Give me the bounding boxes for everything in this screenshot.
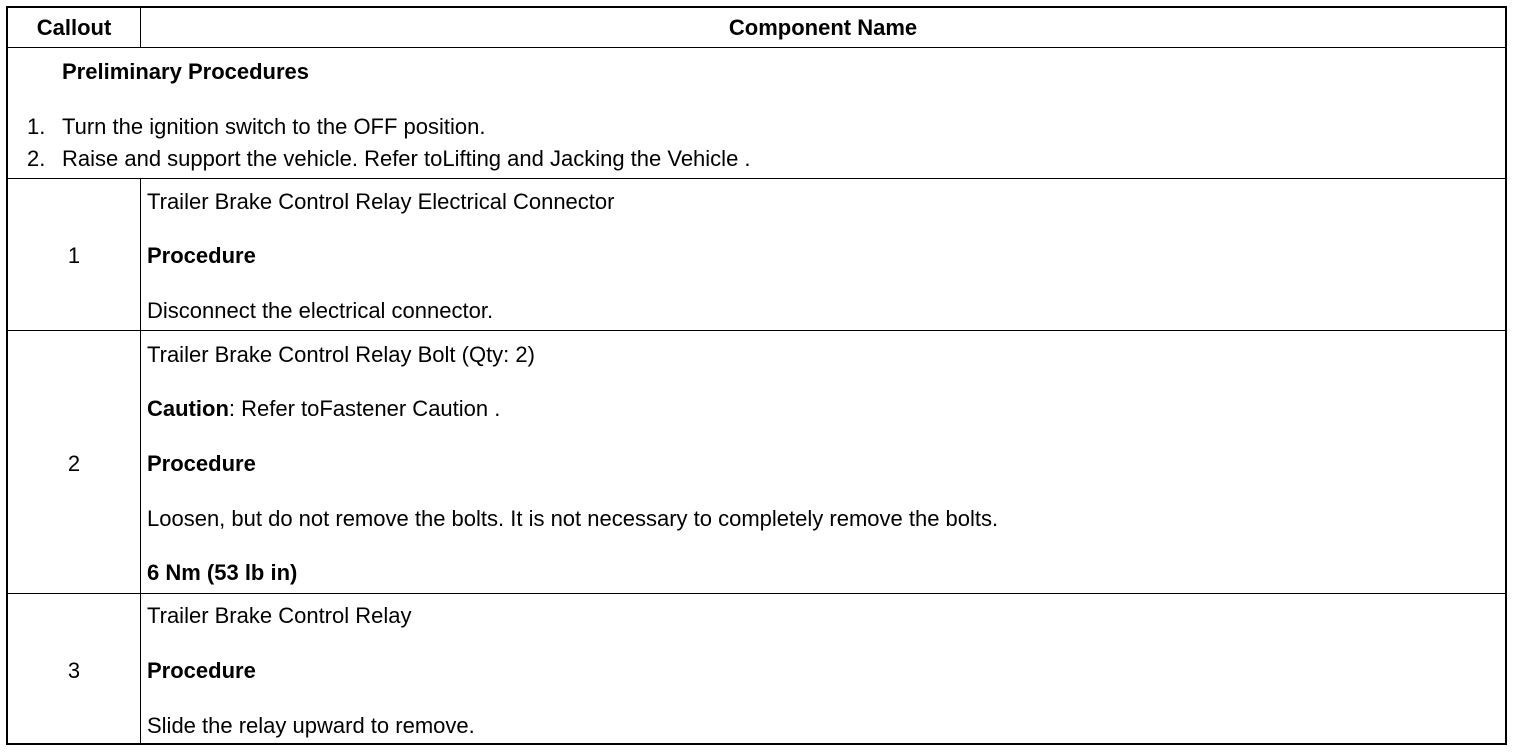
component-name: Trailer Brake Control Relay Electrical Connector xyxy=(147,189,615,214)
column-divider xyxy=(140,178,141,743)
procedure-text: Disconnect the electrical connector. xyxy=(147,298,494,323)
procedure-label: Procedure xyxy=(147,451,256,476)
caution-label: Caution xyxy=(147,396,229,421)
torque-spec: 6 Nm (53 lb in) xyxy=(147,560,298,585)
component-table xyxy=(6,6,1507,745)
header-divider xyxy=(8,47,1505,48)
row-callout: 3 xyxy=(67,658,81,683)
row-callout: 1 xyxy=(67,243,81,268)
preliminary-title: Preliminary Procedures xyxy=(62,59,310,84)
caution-text: : Refer toFastener Caution . xyxy=(228,396,501,421)
header-callout: Callout xyxy=(36,15,112,40)
procedure-text: Slide the relay upward to remove. xyxy=(147,713,475,738)
procedure-text: Loosen, but do not remove the bolts. It is not necessary to completely remove the bolts. xyxy=(147,506,999,531)
header-component-name: Component Name xyxy=(728,15,918,40)
caution-line xyxy=(147,396,500,422)
component-name: Trailer Brake Control Relay Bolt (Qty: 2) xyxy=(147,342,535,367)
step-number: 2. xyxy=(27,146,46,171)
step-number: 1. xyxy=(27,114,46,139)
procedure-label: Procedure xyxy=(147,243,256,268)
procedure-label: Procedure xyxy=(147,658,256,683)
component-name: Trailer Brake Control Relay xyxy=(147,603,412,628)
row-divider xyxy=(8,593,1505,594)
row-callout: 2 xyxy=(67,451,81,476)
step-text: Turn the ignition switch to the OFF position. xyxy=(62,114,486,139)
row-divider xyxy=(8,178,1505,179)
step-text: Raise and support the vehicle. Refer toLifting and Jacking the Vehicle . xyxy=(62,146,751,171)
row-divider xyxy=(8,330,1505,331)
